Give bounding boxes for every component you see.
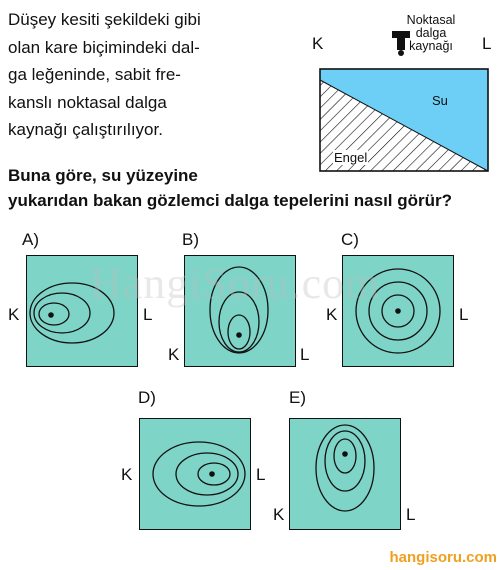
- stem-line: kaynağı çalıştırılıyor.: [8, 120, 163, 139]
- option-d-pattern[interactable]: [139, 418, 251, 530]
- point-source-icon: [392, 31, 410, 56]
- option-letter: E): [289, 388, 306, 407]
- source-dot: [209, 471, 215, 477]
- question-line: yukarıdan bakan gözlemci dalga tepelerini nasıl görür?: [8, 191, 453, 210]
- barrier-label: Engel: [334, 150, 368, 165]
- option-letter: B): [182, 230, 199, 249]
- stem-line: Düşey kesiti şekildeki gibi: [8, 10, 201, 29]
- option-left-label: K: [8, 305, 20, 324]
- watermark-center: HangiSoru.com: [90, 259, 381, 308]
- problem-stem: [8, 6, 268, 144]
- question: [8, 163, 501, 213]
- option-right-label: L: [143, 305, 153, 324]
- source-dot: [48, 312, 54, 318]
- brand-watermark: hangisoru.com: [389, 549, 497, 566]
- source-label: Noktasal dalga kaynağı: [406, 13, 456, 53]
- option-right-label: L: [256, 465, 266, 484]
- source-dot: [236, 332, 242, 338]
- option-left-label: K: [326, 305, 338, 324]
- option-left-label: K: [168, 345, 180, 364]
- option-right-label: L: [406, 505, 416, 524]
- stem-line: olan kare biçimindeki dal-: [8, 37, 200, 57]
- option-e-pattern[interactable]: [289, 418, 401, 530]
- water-label: Su: [432, 93, 448, 108]
- source-dot: [395, 308, 401, 314]
- option-right-label: L: [459, 305, 469, 324]
- option-letter: C): [341, 230, 359, 249]
- option-right-label: L: [300, 345, 310, 364]
- source-dot: [342, 451, 348, 457]
- option-left-label: K: [121, 465, 133, 484]
- stem-line: ga leğeninde, sabit fre-: [8, 65, 181, 84]
- stem-line: kanslı noktasal dalga: [8, 92, 167, 112]
- tank-cross-section: [300, 26, 500, 186]
- diagram-right-label: L: [482, 34, 492, 53]
- diagram-left-label: K: [312, 34, 324, 53]
- option-letter: D): [138, 388, 156, 407]
- option-left-label: K: [273, 505, 285, 524]
- option-letter: A): [22, 230, 39, 249]
- question-line: Buna göre, su yüzeyine: [8, 166, 198, 185]
